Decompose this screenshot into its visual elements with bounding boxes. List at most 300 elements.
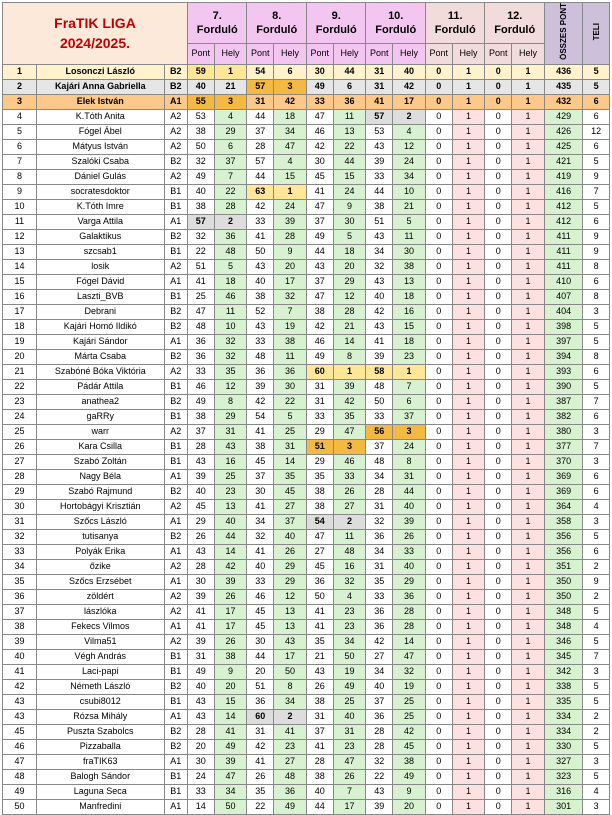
- hely-cell: 38: [393, 259, 426, 274]
- teli-cell: 3: [583, 799, 610, 814]
- table-row: [3, 649, 610, 664]
- teli-cell: 4: [583, 784, 610, 799]
- teli-cell: 8: [583, 349, 610, 364]
- total-points-cell: 338: [544, 679, 582, 694]
- hely-cell: 25: [393, 709, 426, 724]
- player-name: fraTIK63: [37, 754, 165, 769]
- pont-cell: 33: [366, 409, 393, 424]
- hely-cell: 11: [274, 349, 307, 364]
- pont-cell: 34: [366, 544, 393, 559]
- teli-cell: 6: [583, 544, 610, 559]
- hely-cell: 1: [512, 529, 545, 544]
- pont-cell: 0: [485, 289, 512, 304]
- total-points-cell: 425: [544, 139, 582, 154]
- pont-cell: 0: [425, 439, 452, 454]
- total-points-cell: 369: [544, 469, 582, 484]
- pont-cell: 0: [425, 79, 452, 94]
- pont-cell: 43: [306, 259, 333, 274]
- hely-cell: 44: [333, 64, 366, 79]
- hely-cell: 1: [512, 514, 545, 529]
- hely-cell: 2: [393, 109, 426, 124]
- pont-cell: 28: [366, 484, 393, 499]
- rank-cell: 6: [3, 139, 37, 154]
- rank-cell: 10: [3, 199, 37, 214]
- total-points-cell: 398: [544, 319, 582, 334]
- teli-cell: 6: [583, 274, 610, 289]
- player-name: K.Tóth Anita: [37, 109, 165, 124]
- pont-cell: 44: [247, 649, 274, 664]
- pont-cell: 0: [485, 634, 512, 649]
- rank-cell: 27: [3, 454, 37, 469]
- rank-cell: 35: [3, 574, 37, 589]
- pont-cell: 20: [247, 664, 274, 679]
- table-row: [3, 544, 610, 559]
- pont-cell: 0: [485, 544, 512, 559]
- player-name: Kajári Anna Gabriella: [37, 79, 165, 94]
- pont-cell: 52: [247, 304, 274, 319]
- pont-cell: 45: [306, 559, 333, 574]
- pont-cell: 40: [366, 289, 393, 304]
- pont-cell: 36: [187, 349, 214, 364]
- category-cell: A1: [164, 334, 187, 349]
- rank-cell: 37: [3, 604, 37, 619]
- player-name: Végh András: [37, 649, 165, 664]
- hely-cell: 1: [512, 184, 545, 199]
- hely-cell: 28: [393, 604, 426, 619]
- teli-cell: 6: [583, 139, 610, 154]
- rank-cell: 3: [3, 94, 37, 109]
- pont-cell: 43: [366, 274, 393, 289]
- hely-cell: 16: [393, 304, 426, 319]
- pont-cell: 35: [247, 784, 274, 799]
- hely-cell: 1: [452, 154, 485, 169]
- total-points-cell: 426: [544, 124, 582, 139]
- hely-cell: 18: [393, 289, 426, 304]
- total-points-cell: 348: [544, 619, 582, 634]
- pont-cell: 38: [306, 499, 333, 514]
- hely-cell: 1: [512, 709, 545, 724]
- hely-cell: 44: [333, 154, 366, 169]
- hely-cell: 30: [274, 379, 307, 394]
- pont-cell: 48: [366, 379, 393, 394]
- pont-cell: 51: [306, 439, 333, 454]
- hely-cell: 1: [452, 724, 485, 739]
- table-row: [3, 589, 610, 604]
- hely-cell: 49: [214, 739, 247, 754]
- hely-cell: 38: [274, 334, 307, 349]
- teli-cell: 9: [583, 574, 610, 589]
- category-cell: A1: [164, 214, 187, 229]
- hely-cell: 1: [452, 634, 485, 649]
- player-name: tutisanya: [37, 529, 165, 544]
- rank-cell: 19: [3, 334, 37, 349]
- pont-cell: 0: [485, 139, 512, 154]
- hely-cell: 33: [333, 469, 366, 484]
- category-cell: A2: [164, 634, 187, 649]
- pont-cell: 31: [187, 649, 214, 664]
- table-row: [3, 799, 610, 814]
- hely-cell: 7: [274, 304, 307, 319]
- teli-cell: 5: [583, 64, 610, 79]
- hely-cell: 17: [274, 649, 307, 664]
- hely-cell: 1: [452, 334, 485, 349]
- hely-cell: 1: [512, 334, 545, 349]
- total-points-cell: 351: [544, 559, 582, 574]
- teli-cell: 3: [583, 754, 610, 769]
- hely-cell: 5: [214, 259, 247, 274]
- pont-cell: 0: [425, 769, 452, 784]
- title-line-1: FraTIK LIGA: [54, 15, 136, 32]
- total-points-cell: 387: [544, 394, 582, 409]
- pont-cell: 0: [485, 664, 512, 679]
- hely-cell: 26: [393, 529, 426, 544]
- category-cell: A2: [164, 559, 187, 574]
- hely-cell: 45: [274, 484, 307, 499]
- hely-cell: 1: [512, 784, 545, 799]
- pont-cell: 0: [425, 199, 452, 214]
- hely-cell: 1: [512, 469, 545, 484]
- table-row: [3, 139, 610, 154]
- teli-cell: 5: [583, 769, 610, 784]
- hely-cell: 1: [452, 694, 485, 709]
- hely-cell: 50: [274, 664, 307, 679]
- pont-cell: 0: [425, 229, 452, 244]
- pont-cell: 39: [187, 634, 214, 649]
- hely-cell: 49: [333, 679, 366, 694]
- total-points-cell: 412: [544, 214, 582, 229]
- pont-cell: 43: [366, 229, 393, 244]
- pont-cell: 0: [425, 124, 452, 139]
- pont-cell: 0: [485, 349, 512, 364]
- hely-cell: 14: [274, 454, 307, 469]
- pont-cell: 41: [366, 94, 393, 109]
- rank-cell: 21: [3, 364, 37, 379]
- hely-cell: 22: [333, 139, 366, 154]
- pont-cell: 48: [187, 319, 214, 334]
- total-points-cell: 330: [544, 739, 582, 754]
- hely-cell: 1: [512, 454, 545, 469]
- table-row: [3, 469, 610, 484]
- category-cell: B2: [164, 229, 187, 244]
- hely-cell: 40: [393, 64, 426, 79]
- hely-cell: 49: [393, 769, 426, 784]
- table-row: [3, 79, 610, 94]
- pont-cell: 0: [425, 184, 452, 199]
- player-name: csubi8012: [37, 694, 165, 709]
- hely-cell: 1: [512, 109, 545, 124]
- rank-cell: 46: [3, 739, 37, 754]
- hely-cell: 14: [214, 709, 247, 724]
- hely-cell: 8: [333, 349, 366, 364]
- hely-cell: 1: [452, 769, 485, 784]
- league-title: [3, 3, 188, 65]
- hely-cell: 12: [214, 379, 247, 394]
- teli-cell: 5: [583, 379, 610, 394]
- rank-cell: 40: [3, 649, 37, 664]
- hely-cell: 1: [512, 439, 545, 454]
- pont-cell: 39: [187, 469, 214, 484]
- pont-subheader: Pont: [425, 43, 452, 64]
- pont-cell: 41: [247, 424, 274, 439]
- pont-cell: 39: [366, 799, 393, 814]
- pont-subheader: Pont: [485, 43, 512, 64]
- rank-cell: 16: [3, 289, 37, 304]
- hely-cell: 1: [452, 604, 485, 619]
- hely-cell: 47: [333, 754, 366, 769]
- pont-cell: 0: [425, 799, 452, 814]
- pont-cell: 44: [366, 184, 393, 199]
- hely-cell: 3: [393, 424, 426, 439]
- hely-cell: 23: [333, 739, 366, 754]
- total-points-cell: 327: [544, 754, 582, 769]
- hely-cell: 15: [333, 169, 366, 184]
- pont-cell: 14: [187, 799, 214, 814]
- hely-cell: 36: [274, 784, 307, 799]
- hely-cell: 1: [512, 79, 545, 94]
- pont-cell: 0: [425, 244, 452, 259]
- category-cell: A1: [164, 94, 187, 109]
- hely-cell: 1: [452, 184, 485, 199]
- pont-cell: 51: [366, 214, 393, 229]
- total-points-cell: 335: [544, 694, 582, 709]
- teli-cell: 5: [583, 79, 610, 94]
- hely-cell: 18: [393, 334, 426, 349]
- hely-cell: 40: [393, 559, 426, 574]
- rank-cell: 13: [3, 244, 37, 259]
- hely-cell: 1: [452, 559, 485, 574]
- category-cell: B2: [164, 724, 187, 739]
- hely-cell: 46: [214, 289, 247, 304]
- pont-cell: 29: [306, 424, 333, 439]
- category-cell: A2: [164, 109, 187, 124]
- total-points-cell: 435: [544, 79, 582, 94]
- hely-cell: 1: [274, 184, 307, 199]
- pont-cell: 0: [425, 634, 452, 649]
- hely-cell: 1: [512, 694, 545, 709]
- table-row: [3, 484, 610, 499]
- teli-cell: 5: [583, 154, 610, 169]
- pont-cell: 0: [485, 424, 512, 439]
- table-row: [3, 619, 610, 634]
- category-cell: B1: [164, 199, 187, 214]
- pont-cell: 0: [485, 514, 512, 529]
- pont-cell: 36: [366, 709, 393, 724]
- rank-cell: 48: [3, 769, 37, 784]
- category-cell: A1: [164, 274, 187, 289]
- hely-cell: 38: [214, 649, 247, 664]
- rank-cell: 50: [3, 799, 37, 814]
- hely-cell: 1: [452, 214, 485, 229]
- rank-cell: 31: [3, 514, 37, 529]
- rank-cell: 42: [3, 679, 37, 694]
- pont-cell: 22: [187, 244, 214, 259]
- pont-cell: 37: [366, 439, 393, 454]
- hely-cell: 50: [333, 649, 366, 664]
- pont-cell: 27: [306, 544, 333, 559]
- pont-cell: 33: [247, 574, 274, 589]
- category-cell: A1: [164, 469, 187, 484]
- pont-cell: 27: [366, 649, 393, 664]
- pont-cell: 48: [366, 454, 393, 469]
- pont-cell: 36: [366, 604, 393, 619]
- table-row: [3, 199, 610, 214]
- pont-cell: 50: [306, 589, 333, 604]
- total-points-cell: 397: [544, 334, 582, 349]
- pont-cell: 0: [425, 709, 452, 724]
- pont-cell: 45: [187, 499, 214, 514]
- pont-cell: 0: [485, 559, 512, 574]
- table-row: [3, 634, 610, 649]
- hely-cell: 1: [512, 154, 545, 169]
- pont-subheader: Pont: [366, 43, 393, 64]
- pont-cell: 0: [485, 799, 512, 814]
- pont-cell: 0: [425, 259, 452, 274]
- pont-cell: 0: [485, 499, 512, 514]
- table-row: [3, 769, 610, 784]
- pont-cell: 20: [187, 739, 214, 754]
- player-name: Losonczi László: [37, 64, 165, 79]
- hely-subheader: Hely: [274, 43, 307, 64]
- hely-cell: 1: [512, 259, 545, 274]
- player-name: Manfredini: [37, 799, 165, 814]
- pont-cell: 37: [306, 214, 333, 229]
- table-row: [3, 319, 610, 334]
- pont-cell: 0: [485, 454, 512, 469]
- hely-cell: 44: [214, 529, 247, 544]
- rank-cell: 39: [3, 634, 37, 649]
- teli-cell: 5: [583, 604, 610, 619]
- pont-cell: 26: [187, 529, 214, 544]
- pont-cell: 32: [187, 229, 214, 244]
- pont-cell: 32: [366, 514, 393, 529]
- pont-cell: 41: [306, 604, 333, 619]
- category-cell: B2: [164, 349, 187, 364]
- hely-cell: 1: [512, 229, 545, 244]
- pont-cell: 0: [425, 544, 452, 559]
- category-cell: B1: [164, 184, 187, 199]
- category-cell: B1: [164, 289, 187, 304]
- hely-cell: 23: [274, 739, 307, 754]
- total-points-cell: 411: [544, 244, 582, 259]
- hely-cell: 19: [393, 679, 426, 694]
- total-points-cell: 421: [544, 154, 582, 169]
- hely-cell: 28: [274, 229, 307, 244]
- category-cell: A1: [164, 754, 187, 769]
- player-name: lászlóka: [37, 604, 165, 619]
- pont-cell: 0: [485, 109, 512, 124]
- pont-cell: 26: [247, 769, 274, 784]
- category-cell: B2: [164, 304, 187, 319]
- hely-cell: 1: [512, 634, 545, 649]
- hely-cell: 48: [274, 769, 307, 784]
- teli-cell: 7: [583, 394, 610, 409]
- pont-cell: 0: [485, 94, 512, 109]
- pont-cell: 31: [366, 559, 393, 574]
- hely-cell: 1: [512, 424, 545, 439]
- round-header: 7. Forduló: [187, 3, 247, 44]
- pont-cell: 37: [247, 469, 274, 484]
- pont-cell: 0: [425, 499, 452, 514]
- pont-cell: 35: [306, 634, 333, 649]
- category-cell: B2: [164, 154, 187, 169]
- hely-cell: 20: [214, 679, 247, 694]
- player-name: Laguna Seca: [37, 784, 165, 799]
- table-row: [3, 409, 610, 424]
- pont-cell: 28: [187, 559, 214, 574]
- hely-cell: 1: [512, 499, 545, 514]
- pont-cell: 51: [187, 259, 214, 274]
- hely-cell: 36: [393, 589, 426, 604]
- table-row: [3, 784, 610, 799]
- category-cell: A1: [164, 709, 187, 724]
- pont-cell: 37: [247, 124, 274, 139]
- hely-cell: 13: [333, 124, 366, 139]
- player-name: Laszti_BVB: [37, 289, 165, 304]
- hely-cell: 25: [274, 424, 307, 439]
- pont-cell: 49: [187, 664, 214, 679]
- pont-cell: 49: [187, 394, 214, 409]
- hely-cell: 1: [512, 364, 545, 379]
- player-name: zöldért: [37, 589, 165, 604]
- hely-cell: 39: [393, 514, 426, 529]
- hely-cell: 14: [393, 634, 426, 649]
- total-points-cell: 436: [544, 64, 582, 79]
- hely-cell: 1: [452, 394, 485, 409]
- total-points-cell: 432: [544, 94, 582, 109]
- pont-cell: 41: [187, 619, 214, 634]
- pont-cell: 30: [306, 154, 333, 169]
- hely-cell: 34: [274, 694, 307, 709]
- pont-cell: 0: [425, 364, 452, 379]
- pont-cell: 0: [425, 334, 452, 349]
- hely-cell: 1: [512, 349, 545, 364]
- hely-cell: 30: [393, 244, 426, 259]
- hely-cell: 1: [512, 94, 545, 109]
- pont-cell: 24: [187, 769, 214, 784]
- hely-cell: 5: [393, 214, 426, 229]
- pont-cell: 40: [247, 559, 274, 574]
- hely-cell: 1: [452, 649, 485, 664]
- hely-cell: 27: [274, 754, 307, 769]
- pont-cell: 57: [247, 154, 274, 169]
- hely-cell: 1: [452, 64, 485, 79]
- pont-cell: 54: [247, 409, 274, 424]
- total-points-cell: 377: [544, 439, 582, 454]
- hely-cell: 1: [512, 199, 545, 214]
- hely-cell: 1: [452, 754, 485, 769]
- teli-cell: 6: [583, 214, 610, 229]
- table-row: [3, 349, 610, 364]
- teli-cell: 6: [583, 409, 610, 424]
- rank-cell: 45: [3, 724, 37, 739]
- category-cell: A2: [164, 364, 187, 379]
- hely-cell: 4: [274, 154, 307, 169]
- teli-cell: 3: [583, 454, 610, 469]
- hely-cell: 20: [274, 259, 307, 274]
- hely-cell: 11: [333, 529, 366, 544]
- category-cell: A1: [164, 619, 187, 634]
- rank-cell: 20: [3, 349, 37, 364]
- pont-cell: 59: [187, 64, 214, 79]
- hely-cell: 20: [333, 259, 366, 274]
- pont-cell: 34: [366, 469, 393, 484]
- hely-cell: 14: [333, 334, 366, 349]
- hely-cell: 35: [274, 469, 307, 484]
- hely-cell: 1: [512, 769, 545, 784]
- pont-cell: 0: [425, 154, 452, 169]
- teli-cell: 5: [583, 634, 610, 649]
- pont-cell: 53: [366, 124, 393, 139]
